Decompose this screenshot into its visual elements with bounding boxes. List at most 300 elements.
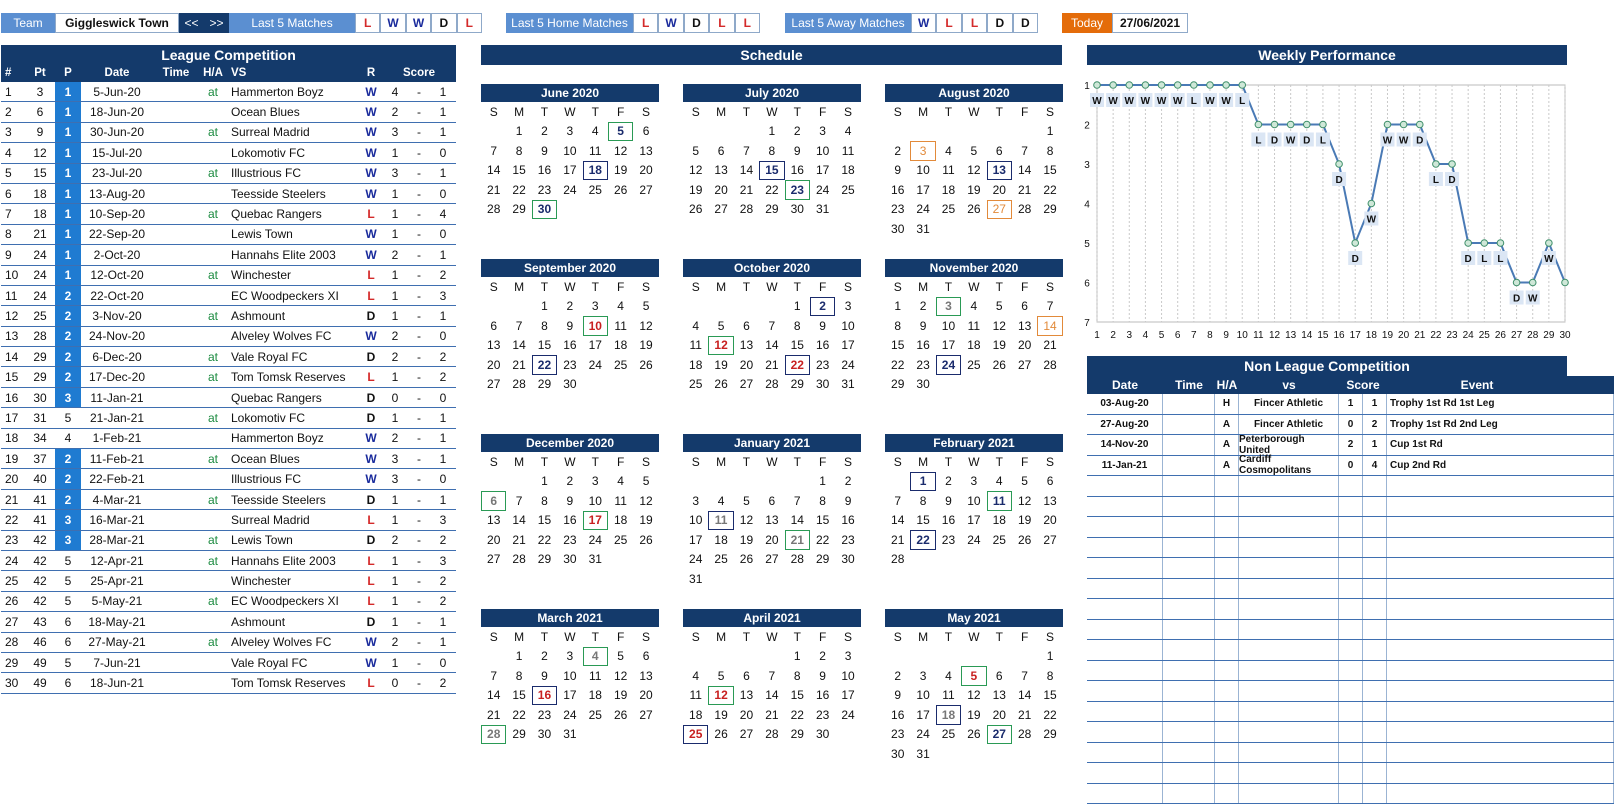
month-calendar (885, 84, 1063, 239)
weekday-label: W (961, 627, 986, 647)
row-score-home: 1 (383, 615, 407, 629)
match-day[interactable]: 6 (481, 491, 506, 511)
match-day[interactable]: 18 (583, 161, 608, 181)
weekday-label: T (734, 452, 759, 472)
table-row[interactable] (1, 82, 456, 102)
table-row[interactable] (1, 510, 456, 530)
calendar-day: 18 (987, 511, 1012, 531)
match-day[interactable]: 18 (936, 705, 961, 725)
row-date: 25-Apr-21 (81, 574, 153, 588)
calendar-day: 18 (683, 705, 708, 725)
row-points: 31 (25, 411, 55, 425)
data-point (1271, 121, 1278, 128)
table-row[interactable] (1087, 476, 1614, 497)
empty-day (481, 297, 506, 317)
result-box: D (431, 13, 456, 33)
calendar-day: 27 (708, 200, 733, 220)
nl-score-away (1363, 538, 1387, 558)
row-score-home: 1 (383, 268, 407, 282)
match-day[interactable]: 4 (583, 647, 608, 667)
match-day[interactable]: 12 (708, 336, 733, 356)
calendar-day: 7 (734, 141, 759, 161)
row-position: 6 (55, 633, 81, 652)
table-row[interactable] (1087, 640, 1614, 661)
calendar-day: 10 (557, 666, 582, 686)
calendar-day: 14 (506, 511, 531, 531)
row-score-away: 1 (431, 411, 455, 425)
weekday-label: T (936, 277, 961, 297)
table-row[interactable] (1087, 579, 1614, 600)
table-row[interactable] (1, 612, 456, 632)
table-row[interactable] (1087, 415, 1614, 436)
data-point (1239, 82, 1246, 89)
match-day[interactable]: 28 (481, 725, 506, 745)
calendar-day: 28 (759, 725, 784, 745)
row-date: 12-Oct-20 (81, 268, 153, 282)
calendar-day: 2 (532, 122, 557, 142)
month-grid (885, 627, 1063, 764)
calendar-day: 16 (885, 705, 910, 725)
row-score-sep: - (407, 656, 431, 670)
weekday-label: M (708, 102, 733, 122)
calendar-day: 26 (708, 375, 733, 395)
calendar-day: 4 (987, 472, 1012, 492)
calendar-day: 22 (506, 180, 531, 200)
team-selector[interactable]: Giggleswick Town (55, 13, 179, 33)
match-day[interactable]: 30 (532, 200, 557, 220)
calendar-day: 3 (583, 297, 608, 317)
table-row[interactable] (1087, 763, 1614, 784)
weekday-label: M (708, 277, 733, 297)
match-day[interactable]: 27 (987, 725, 1012, 745)
calendar-day: 23 (532, 180, 557, 200)
match-day[interactable]: 21 (785, 530, 810, 550)
weekday-label: S (633, 277, 658, 297)
table-row[interactable] (1087, 558, 1614, 579)
row-score-away: 2 (431, 268, 455, 282)
nl-date: 27-Aug-20 (1087, 415, 1163, 435)
row-num: 1 (1, 85, 25, 99)
weekday-label: F (810, 452, 835, 472)
calendar-day: 6 (633, 122, 658, 142)
point-label: D (1416, 136, 1423, 147)
table-row[interactable] (1, 449, 456, 469)
nl-date (1087, 661, 1163, 681)
x-tick-label: 17 (1350, 330, 1362, 341)
table-row[interactable] (1, 164, 456, 184)
x-tick-label: 4 (1143, 330, 1149, 341)
weekday-label: S (885, 627, 910, 647)
nl-score-home (1339, 476, 1363, 496)
calendar-day: 17 (961, 511, 986, 531)
empty-day (734, 472, 759, 492)
weekday-label: W (557, 627, 582, 647)
nl-time (1163, 558, 1215, 578)
nl-date (1087, 640, 1163, 660)
match-day[interactable]: 14 (1037, 316, 1062, 336)
table-row[interactable] (1, 184, 456, 204)
match-day[interactable]: 13 (987, 161, 1012, 181)
point-label: W (1286, 136, 1296, 147)
match-day[interactable]: 17 (583, 511, 608, 531)
table-row[interactable] (1, 204, 456, 224)
table-row[interactable] (1087, 620, 1614, 641)
weekday-label: M (506, 627, 531, 647)
month-title: July 2020 (683, 84, 861, 102)
calendar-day: 17 (557, 686, 582, 706)
month-title: January 2021 (683, 434, 861, 452)
row-num: 30 (1, 676, 25, 690)
table-row[interactable] (1087, 722, 1614, 743)
row-result: D (359, 350, 383, 364)
point-label: D (1513, 294, 1520, 305)
match-day[interactable]: 22 (532, 355, 557, 375)
y-tick-label: 5 (1084, 239, 1090, 250)
calendar-day: 14 (759, 336, 784, 356)
nonleague-header-row (1087, 376, 1614, 394)
month-calendar (481, 609, 659, 744)
match-day[interactable]: 27 (987, 200, 1012, 220)
row-date: 17-Dec-20 (81, 370, 153, 384)
match-day[interactable]: 5 (608, 122, 633, 142)
table-row[interactable] (1, 490, 456, 510)
row-num: 5 (1, 166, 25, 180)
match-day[interactable]: 25 (683, 725, 708, 745)
calendar-day: 1 (810, 472, 835, 492)
match-day[interactable]: 22 (910, 530, 935, 550)
nl-score-away (1363, 517, 1387, 537)
nl-opponent: Cardiff Cosmopolitans (1239, 456, 1339, 476)
row-points: 18 (25, 207, 55, 221)
point-label: W (1157, 96, 1167, 107)
row-position: 1 (55, 143, 81, 162)
point-label: W (1108, 96, 1118, 107)
table-row[interactable] (1087, 517, 1614, 538)
calendar-day: 24 (910, 725, 935, 745)
table-row[interactable] (1087, 497, 1614, 518)
row-points: 40 (25, 472, 55, 486)
calendar-day: 10 (683, 511, 708, 531)
table-row[interactable] (1087, 702, 1614, 723)
calendar-day: 16 (532, 161, 557, 181)
row-num: 14 (1, 350, 25, 364)
x-tick-label: 22 (1430, 330, 1442, 341)
calendar-day: 20 (481, 530, 506, 550)
data-point (1368, 200, 1375, 207)
row-ha: at (199, 411, 227, 425)
match-day[interactable]: 15 (759, 161, 784, 181)
row-date: 5-May-21 (81, 594, 153, 608)
x-tick-label: 8 (1207, 330, 1213, 341)
table-row[interactable] (1087, 681, 1614, 702)
match-day[interactable]: 23 (785, 180, 810, 200)
performance-chart (1080, 72, 1614, 344)
table-row[interactable] (1, 245, 456, 265)
x-tick-label: 24 (1463, 330, 1475, 341)
match-day[interactable]: 2 (810, 297, 835, 317)
calendar-day: 13 (633, 141, 658, 161)
row-ha: at (199, 309, 227, 323)
x-tick-label: 6 (1175, 330, 1181, 341)
table-row[interactable] (1, 347, 456, 367)
row-score-sep: - (407, 309, 431, 323)
row-num: 17 (1, 411, 25, 425)
empty-day (910, 122, 935, 142)
point-label: W (1383, 136, 1393, 147)
table-row[interactable] (1087, 599, 1614, 620)
row-position: 2 (55, 306, 81, 325)
table-row[interactable] (1, 102, 456, 122)
table-row[interactable] (1, 469, 456, 489)
row-score-home: 1 (383, 656, 407, 670)
point-label: L (1481, 254, 1487, 265)
weekday-label: T (532, 452, 557, 472)
nl-score-away: 1 (1363, 394, 1387, 414)
row-score-away: 0 (431, 472, 455, 486)
calendar-day: 7 (506, 316, 531, 336)
calendar-day: 9 (810, 316, 835, 336)
calendar-day: 2 (557, 472, 582, 492)
row-score-home: 3 (383, 472, 407, 486)
nl-ha (1215, 579, 1239, 599)
row-num: 22 (1, 513, 25, 527)
calendar-day: 12 (1012, 491, 1037, 511)
calendar-day: 12 (961, 686, 986, 706)
calendar-day: 7 (785, 491, 810, 511)
row-score-sep: - (407, 411, 431, 425)
calendar-day: 15 (885, 336, 910, 356)
x-tick-label: 5 (1159, 330, 1165, 341)
table-row[interactable] (1087, 538, 1614, 559)
calendar-day: 1 (885, 297, 910, 317)
row-score-away: 1 (431, 493, 455, 507)
calendar-day: 31 (835, 375, 860, 395)
row-points: 42 (25, 594, 55, 608)
table-row[interactable] (1087, 394, 1614, 415)
point-label: D (1448, 175, 1455, 186)
table-row[interactable] (1, 673, 456, 693)
table-row[interactable] (1, 551, 456, 571)
table-row[interactable] (1087, 456, 1614, 477)
nl-header-score: Score (1339, 378, 1387, 392)
calendar-day: 10 (936, 316, 961, 336)
empty-day (708, 122, 733, 142)
table-row[interactable] (1, 571, 456, 591)
table-row[interactable] (1, 592, 456, 612)
next-team-button[interactable]: >> (204, 13, 229, 33)
match-day[interactable]: 10 (583, 316, 608, 336)
table-row[interactable] (1, 429, 456, 449)
table-row[interactable] (1087, 661, 1614, 682)
nl-opponent (1239, 538, 1339, 558)
calendar-day: 20 (734, 355, 759, 375)
row-opponent: Hannahs Elite 2003 (227, 248, 359, 262)
calendar-day: 4 (683, 316, 708, 336)
table-row[interactable] (1087, 435, 1614, 456)
match-day[interactable]: 5 (961, 666, 986, 686)
row-position: 1 (55, 266, 81, 285)
table-row[interactable] (1, 531, 456, 551)
match-day[interactable]: 3 (910, 141, 935, 161)
header-time: Time (153, 67, 199, 79)
table-row[interactable] (1, 266, 456, 286)
calendar-day: 5 (683, 141, 708, 161)
row-score-away: 1 (431, 125, 455, 139)
calendar-day: 2 (885, 666, 910, 686)
table-row[interactable] (1, 327, 456, 347)
nl-ha: H (1215, 394, 1239, 414)
weekday-label: M (708, 627, 733, 647)
row-ha: at (199, 452, 227, 466)
calendar-day: 7 (1012, 666, 1037, 686)
calendar-day: 27 (759, 550, 784, 570)
table-row[interactable] (1, 286, 456, 306)
weekday-label: S (1037, 452, 1062, 472)
nl-ha (1215, 497, 1239, 517)
calendar-day: 30 (532, 725, 557, 745)
calendar-day: 22 (785, 705, 810, 725)
nl-score-away: 2 (1363, 415, 1387, 435)
row-num: 7 (1, 207, 25, 221)
row-score-sep: - (407, 146, 431, 160)
calendar-day: 7 (1012, 141, 1037, 161)
calendar-day: 30 (810, 725, 835, 745)
calendar-day: 30 (835, 550, 860, 570)
row-date: 11-Jan-21 (81, 391, 153, 405)
last5-away-label: Last 5 Away Matches (785, 13, 911, 33)
match-day[interactable]: 11 (987, 491, 1012, 511)
calendar-day: 8 (1037, 666, 1062, 686)
match-day[interactable]: 22 (785, 355, 810, 375)
point-label: L (1433, 175, 1439, 186)
calendar-day: 23 (910, 355, 935, 375)
row-position: 4 (55, 429, 81, 448)
nl-opponent (1239, 722, 1339, 742)
match-day[interactable]: 12 (708, 686, 733, 706)
row-points: 49 (25, 656, 55, 670)
nl-score-home (1339, 743, 1363, 763)
nl-date: 14-Nov-20 (1087, 435, 1163, 455)
table-row[interactable] (1, 633, 456, 653)
nl-date (1087, 558, 1163, 578)
empty-day (961, 647, 986, 667)
row-position: 1 (55, 102, 81, 121)
match-day[interactable]: 24 (936, 355, 961, 375)
table-row[interactable] (1, 653, 456, 673)
calendar-day: 4 (936, 141, 961, 161)
row-position: 3 (55, 510, 81, 529)
calendar-day: 3 (961, 472, 986, 492)
nl-event (1387, 476, 1614, 496)
match-day[interactable]: 16 (532, 686, 557, 706)
result-box: L (936, 13, 961, 33)
calendar-day: 8 (785, 666, 810, 686)
row-opponent: Ocean Blues (227, 452, 359, 466)
point-label: W (1367, 215, 1377, 226)
nl-time (1163, 476, 1215, 496)
point-label: W (1173, 96, 1183, 107)
row-points: 30 (25, 391, 55, 405)
calendar-day: 1 (532, 297, 557, 317)
row-position: 1 (55, 164, 81, 183)
calendar-day: 7 (481, 141, 506, 161)
nl-time (1163, 394, 1215, 414)
data-point (1352, 240, 1359, 247)
table-row[interactable] (1087, 743, 1614, 764)
month-calendar (885, 259, 1063, 394)
weekday-label: T (583, 102, 608, 122)
weekday-label: S (683, 277, 708, 297)
table-row[interactable] (1, 225, 456, 245)
calendar-day: 4 (961, 297, 986, 317)
nl-header-time: Time (1163, 378, 1215, 392)
row-score-home: 2 (383, 329, 407, 343)
row-score-away: 0 (431, 146, 455, 160)
calendar-day: 8 (532, 491, 557, 511)
row-opponent: Teesside Steelers (227, 187, 359, 201)
row-score-away: 0 (431, 329, 455, 343)
nl-score-away (1363, 743, 1387, 763)
weekday-label: T (532, 277, 557, 297)
calendar-day: 14 (885, 511, 910, 531)
nl-score-away (1363, 579, 1387, 599)
table-row[interactable] (1, 143, 456, 163)
table-row[interactable] (1, 408, 456, 428)
empty-day (1012, 647, 1037, 667)
calendar-day: 26 (734, 550, 759, 570)
calendar-day: 18 (608, 336, 633, 356)
calendar-day: 23 (810, 355, 835, 375)
result-box: D (684, 13, 709, 33)
row-score-away: 1 (431, 248, 455, 262)
row-result: L (359, 289, 383, 303)
calendar-day: 8 (1037, 141, 1062, 161)
nl-opponent (1239, 599, 1339, 619)
empty-day (683, 472, 708, 492)
calendar-day: 19 (1012, 511, 1037, 531)
nl-header-vs: vs (1239, 378, 1339, 392)
data-point (1174, 82, 1181, 89)
calendar-day: 24 (961, 530, 986, 550)
data-point (1110, 82, 1117, 89)
calendar-day: 26 (633, 530, 658, 550)
table-row[interactable] (1, 306, 456, 326)
month-title: August 2020 (885, 84, 1063, 102)
row-date: 11-Feb-21 (81, 452, 153, 466)
match-day[interactable]: 1 (910, 472, 935, 492)
prev-team-button[interactable]: << (179, 13, 204, 33)
weekday-label: F (608, 102, 633, 122)
calendar-day: 20 (987, 180, 1012, 200)
match-day[interactable]: 11 (708, 511, 733, 531)
table-row[interactable] (1, 388, 456, 408)
performance-title: Weekly Performance (1087, 45, 1567, 65)
match-day[interactable]: 3 (936, 297, 961, 317)
nl-event (1387, 517, 1614, 537)
weekday-label: F (1012, 627, 1037, 647)
calendar-day: 26 (683, 200, 708, 220)
row-position: 1 (55, 245, 81, 264)
table-row[interactable] (1, 123, 456, 143)
row-ha: at (199, 635, 227, 649)
data-point (1433, 161, 1440, 168)
nl-ha (1215, 640, 1239, 660)
table-row[interactable] (1, 367, 456, 387)
row-date: 28-Mar-21 (81, 533, 153, 547)
row-result: W (359, 452, 383, 466)
row-score-away: 0 (431, 227, 455, 241)
row-date: 21-Jan-21 (81, 411, 153, 425)
